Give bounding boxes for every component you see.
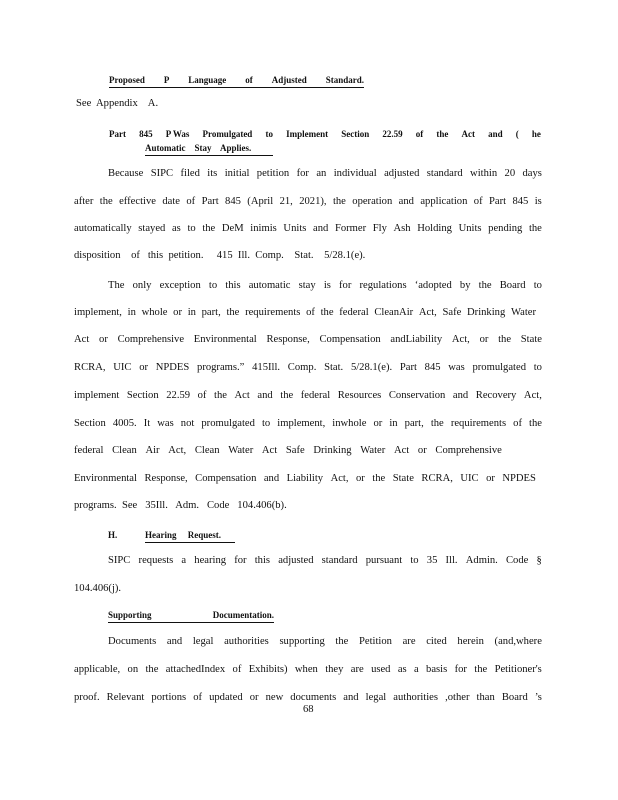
word: adjusted — [384, 168, 420, 179]
word: legal — [365, 692, 387, 703]
word: federal — [74, 445, 104, 456]
word: part, — [201, 307, 221, 318]
word: Supporting — [108, 610, 152, 620]
word: within — [470, 168, 498, 179]
word: federal — [300, 390, 331, 401]
word: Part — [488, 196, 507, 207]
word: the — [99, 196, 113, 207]
word: Compensation — [195, 473, 257, 484]
word: of — [197, 390, 207, 401]
word: in — [389, 418, 398, 429]
word: after — [74, 196, 94, 207]
word: Compensation — [319, 334, 381, 345]
word: for — [296, 168, 309, 179]
word: Clean — [112, 445, 137, 456]
word: promulgated — [201, 418, 255, 429]
word: days — [522, 168, 542, 179]
word: Response, — [144, 473, 188, 484]
word: NPDES — [155, 362, 190, 373]
word: Act — [234, 390, 250, 401]
word: for — [339, 280, 352, 291]
word: Act, — [451, 334, 470, 345]
word: inwhole — [332, 418, 367, 429]
word: Environmental — [74, 473, 137, 484]
word: to — [261, 418, 271, 429]
word: the — [498, 334, 512, 345]
body-line: disposition of this petition. 415 Ill. Comp. Stat. 5/28.1(e). — [74, 250, 366, 261]
word: Board — [499, 280, 526, 291]
word: NPDES — [502, 473, 536, 484]
word: in — [187, 307, 196, 318]
body-line — [74, 445, 502, 457]
word: Act, — [418, 307, 437, 318]
word: pursuant — [365, 555, 403, 566]
body-line — [74, 473, 536, 485]
word: Environmental — [193, 334, 257, 345]
word: Units — [458, 223, 482, 234]
body-line — [74, 362, 542, 374]
word: andLiability — [390, 334, 443, 345]
word: It — [143, 418, 151, 429]
word: UIC — [113, 362, 132, 373]
word: Holding — [417, 223, 452, 234]
word: only — [132, 280, 152, 291]
word: Standard. — [325, 75, 364, 85]
word: 845 — [225, 196, 241, 207]
word: CleanAir — [374, 307, 414, 318]
word: inimis — [250, 223, 277, 234]
word: Act — [261, 445, 278, 456]
word: federal — [339, 307, 369, 318]
word: or — [479, 334, 489, 345]
word: Part — [399, 362, 417, 373]
word: pending — [488, 223, 523, 234]
word: Conservation — [388, 390, 446, 401]
word: and — [398, 196, 414, 207]
word: a — [181, 555, 187, 566]
word: Act, — [330, 473, 349, 484]
word: 2021), — [299, 196, 327, 207]
word: Section — [341, 129, 370, 139]
word: adjusted — [278, 555, 314, 566]
word: Petitioner's — [494, 664, 542, 675]
word: its — [207, 168, 218, 179]
word: programs.” — [197, 362, 245, 373]
word: Section — [126, 390, 159, 401]
word: legal — [192, 636, 214, 647]
word: 415Ill. — [252, 362, 281, 373]
word: UIC — [460, 473, 479, 484]
word: Resources — [337, 390, 382, 401]
word: of — [245, 75, 253, 85]
word: when — [294, 664, 318, 675]
word: to — [208, 280, 218, 291]
word: DeM — [221, 223, 244, 234]
word: Language — [188, 75, 227, 85]
word: the — [226, 307, 240, 318]
word: SIPC — [150, 168, 174, 179]
word: § — [536, 555, 542, 566]
word: the — [372, 473, 386, 484]
word: than — [476, 692, 495, 703]
word: the — [202, 223, 216, 234]
word: Comprehensive — [435, 445, 502, 456]
heading-part-845-line2: Automatic Stay Applies. — [145, 142, 273, 156]
body-line — [74, 334, 542, 346]
word: stay — [298, 280, 316, 291]
word: authorities — [393, 692, 438, 703]
word: the — [528, 223, 542, 234]
word: Act — [74, 334, 90, 345]
word: to — [533, 362, 542, 373]
word: initial — [224, 168, 250, 179]
word: was — [157, 418, 174, 429]
word: and — [257, 390, 273, 401]
word: Units — [283, 223, 307, 234]
word: the — [478, 280, 492, 291]
word: by — [459, 280, 471, 291]
word: Response, — [266, 334, 310, 345]
word: exception — [159, 280, 201, 291]
word: documents — [290, 692, 337, 703]
word: or — [356, 473, 365, 484]
word: automatic — [248, 280, 291, 291]
word: of — [232, 664, 242, 675]
word: he — [531, 129, 541, 139]
word: 22.59 — [166, 390, 191, 401]
heading-proposed-language — [109, 74, 364, 88]
word: filed — [180, 168, 200, 179]
word: of — [193, 692, 203, 703]
word: an — [316, 168, 327, 179]
word: Drinking — [313, 445, 352, 456]
word: the — [335, 636, 349, 647]
word: or — [249, 692, 259, 703]
body-line — [74, 390, 542, 402]
word: Ill. — [445, 555, 458, 566]
word: this — [254, 555, 271, 566]
word: not — [180, 418, 195, 429]
word: petition — [256, 168, 290, 179]
word: are — [350, 664, 364, 675]
word: and — [313, 223, 329, 234]
word: regulations — [359, 280, 407, 291]
heading-supporting-documentation — [108, 609, 274, 623]
word: Act, — [523, 390, 542, 401]
body-line — [74, 196, 542, 208]
word: the — [430, 418, 444, 429]
word: updated — [209, 692, 243, 703]
word: automatically — [74, 223, 132, 234]
word: (April — [247, 196, 274, 207]
word: herein — [457, 636, 484, 647]
word: Code — [505, 555, 529, 566]
heading-number: H. — [108, 530, 118, 540]
word: Recovery — [475, 390, 517, 401]
word: ( — [515, 129, 519, 139]
word: individual — [333, 168, 377, 179]
word: implement — [74, 390, 120, 401]
word: implement, — [74, 307, 122, 318]
word: 5/28.1(e). — [350, 362, 393, 373]
body-line — [108, 555, 542, 567]
word: Water — [228, 445, 254, 456]
word: to — [187, 223, 196, 234]
word: Section — [74, 418, 106, 429]
word: the — [474, 664, 488, 675]
word: standard — [426, 168, 463, 179]
body-line — [108, 168, 542, 180]
word: effective — [119, 196, 156, 207]
heading-part-845-line1 — [109, 128, 541, 141]
word: Comprehensive — [117, 334, 185, 345]
word: was — [448, 362, 465, 373]
word: ‘adopted — [414, 280, 452, 291]
word: proof. — [74, 692, 100, 703]
word: 22.59 — [382, 129, 403, 139]
word: are — [402, 636, 416, 647]
word: Documentation. — [212, 610, 274, 620]
word: is — [534, 196, 542, 207]
heading-hearing-request: Hearing Request. — [145, 529, 235, 543]
word: or — [139, 362, 149, 373]
word: of — [415, 129, 424, 139]
word: the — [436, 129, 449, 139]
word: 4005. — [112, 418, 137, 429]
word: Former — [334, 223, 367, 234]
word: Safe — [442, 307, 462, 318]
word: requirements — [450, 418, 507, 429]
word: supporting — [279, 636, 325, 647]
word: authorities — [224, 636, 269, 647]
word: to — [410, 555, 419, 566]
body-line — [74, 692, 542, 704]
word: P — [163, 75, 170, 85]
word: cited — [426, 636, 447, 647]
word: Ash — [393, 223, 411, 234]
body-line: 104.406(j). — [74, 583, 122, 594]
word: implement, — [277, 418, 326, 429]
word: ,other — [445, 692, 470, 703]
body-line — [74, 418, 542, 430]
word: Safe — [285, 445, 305, 456]
word: whole — [141, 307, 168, 318]
word: Board — [501, 692, 528, 703]
word: the — [145, 664, 159, 675]
word: as — [397, 664, 407, 675]
word: Relevant — [106, 692, 145, 703]
word: of — [473, 196, 483, 207]
word: Implement — [286, 129, 329, 139]
word: Act — [461, 129, 475, 139]
word: and — [263, 473, 280, 484]
word: to — [265, 129, 273, 139]
word: the — [332, 196, 346, 207]
word: as — [171, 223, 181, 234]
word: and — [452, 390, 469, 401]
word: Adjusted — [271, 75, 307, 85]
body-line — [74, 223, 542, 235]
body-line — [108, 280, 542, 292]
word: 845 — [424, 362, 441, 373]
word: Because — [108, 168, 144, 179]
word: RCRA, — [421, 473, 453, 484]
word: hearing — [194, 555, 227, 566]
word: the — [214, 390, 227, 401]
word: and — [343, 692, 359, 703]
word: or — [417, 445, 427, 456]
word: Documents — [108, 636, 157, 647]
word: State — [520, 334, 542, 345]
word: or — [373, 418, 383, 429]
word: Act, — [168, 445, 187, 456]
word: to — [533, 280, 542, 291]
word: P Was — [165, 129, 190, 139]
word: stayed — [138, 223, 166, 234]
word: Clean — [194, 445, 220, 456]
word: basis — [426, 664, 448, 675]
word: the — [320, 307, 334, 318]
word: of — [306, 307, 315, 318]
word: Part — [201, 196, 219, 207]
see-appendix-text: See Appendix A. — [76, 98, 159, 109]
word: requirements — [245, 307, 301, 318]
word: is — [323, 280, 331, 291]
word: date — [162, 196, 180, 207]
word: 21, — [279, 196, 293, 207]
word: applicable, — [74, 664, 121, 675]
word: used — [371, 664, 391, 675]
word: Comp. — [287, 362, 317, 373]
body-line — [74, 664, 542, 676]
body-line — [108, 636, 542, 648]
word: attachedIndex — [165, 664, 226, 675]
word: or — [173, 307, 182, 318]
word: part, — [404, 418, 424, 429]
word: The — [108, 280, 125, 291]
word: application — [420, 196, 468, 207]
page-number: 68 — [303, 704, 314, 715]
word: 20 — [504, 168, 516, 179]
word: Fly — [372, 223, 387, 234]
word: the — [529, 418, 542, 429]
word: or — [486, 473, 495, 484]
word: Liability — [286, 473, 324, 484]
word: Water — [510, 307, 536, 318]
word: of — [513, 418, 522, 429]
word: of — [186, 196, 196, 207]
word: and — [166, 636, 183, 647]
word: in — [127, 307, 136, 318]
word: Admin. — [465, 555, 498, 566]
word: on — [127, 664, 139, 675]
word: Stat. — [324, 362, 344, 373]
word: new — [265, 692, 284, 703]
word: Water — [360, 445, 386, 456]
word: Exhibits) — [248, 664, 288, 675]
word: a — [414, 664, 419, 675]
word: Act — [393, 445, 410, 456]
word: the — [280, 390, 294, 401]
word: this — [225, 280, 241, 291]
word: SIPC — [108, 555, 131, 566]
word: Air — [145, 445, 160, 456]
word: 35 — [426, 555, 438, 566]
word: RCRA, — [74, 362, 106, 373]
body-line — [74, 307, 536, 319]
body-line: programs. See 35Ill. Adm. Code 104.406(b). — [74, 500, 287, 511]
word: portions — [151, 692, 187, 703]
word: Part — [109, 129, 126, 139]
word: ’s — [534, 692, 542, 703]
word: and — [488, 129, 503, 139]
word: for — [234, 555, 247, 566]
word: Drinking — [467, 307, 506, 318]
word: they — [325, 664, 344, 675]
word: requests — [138, 555, 174, 566]
word: Proposed — [109, 75, 145, 85]
word: 845 — [139, 129, 153, 139]
word: (and,where — [494, 636, 542, 647]
word: 845 — [512, 196, 529, 207]
word: promulgated — [472, 362, 526, 373]
word: standard — [321, 555, 358, 566]
word: operation — [352, 196, 393, 207]
word: Petition — [359, 636, 392, 647]
word: or — [99, 334, 108, 345]
word: State — [392, 473, 414, 484]
word: for — [454, 664, 467, 675]
word: Promulgated — [202, 129, 253, 139]
